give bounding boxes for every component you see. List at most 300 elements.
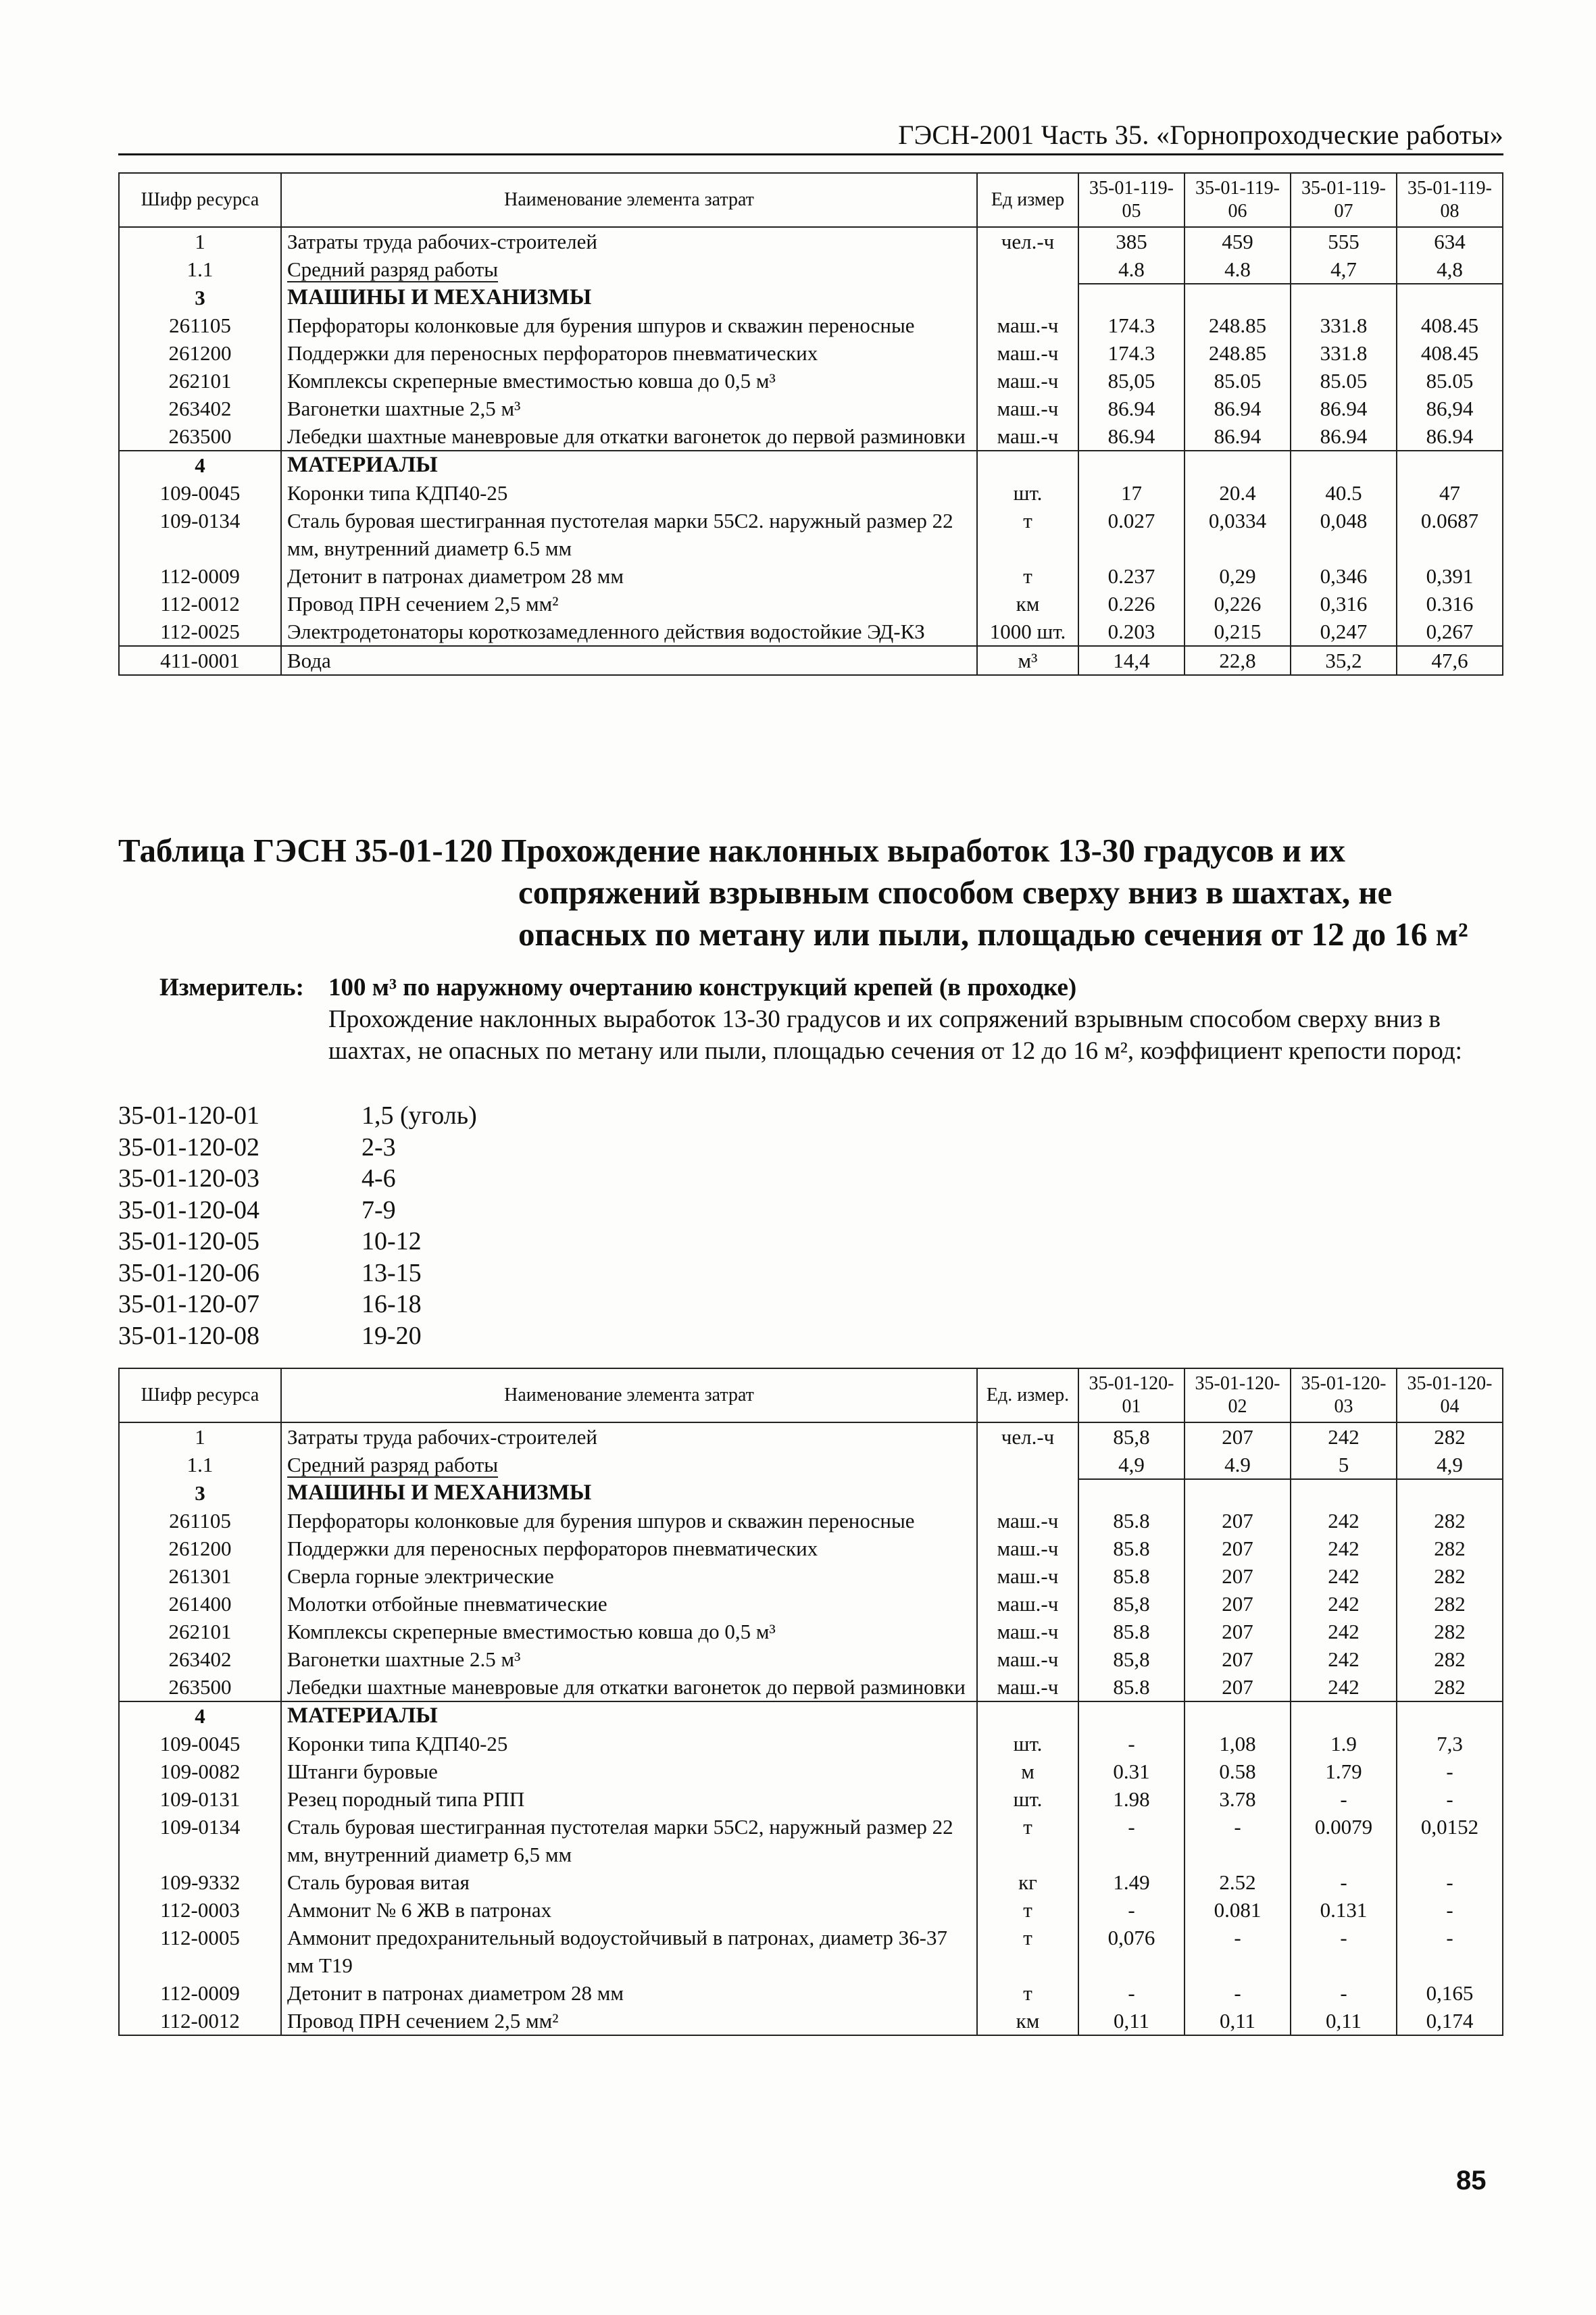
resource-name — [281, 227, 977, 255]
resource-name — [281, 1813, 977, 1868]
table-row — [119, 422, 1503, 451]
resource-name-text: МАШИНЫ И МЕХАНИЗМЫ — [287, 1480, 592, 1505]
resource-code: 4 — [119, 451, 281, 479]
unit-of-measure: км — [977, 2007, 1078, 2035]
norm-value: 5 — [1291, 1451, 1397, 1479]
norm-value — [1184, 284, 1291, 312]
resource-name — [281, 646, 977, 675]
resource-code: 112-0003 — [119, 1896, 281, 1924]
norm-value: 207 — [1184, 1618, 1291, 1645]
variant-code: 35-01-120-01 — [118, 1101, 259, 1130]
norm-value: 40.5 — [1291, 479, 1397, 507]
resource-name — [281, 1535, 977, 1562]
table-row — [119, 1618, 1503, 1645]
unit-of-measure: маш.-ч — [977, 1535, 1078, 1562]
resource-name-text: Средний разряд работы — [287, 257, 499, 281]
table-row — [119, 618, 1503, 646]
norm-value: 3.78 — [1184, 1785, 1291, 1813]
column-header: 35-01-119-06 — [1184, 173, 1291, 227]
norm-value: 242 — [1291, 1618, 1397, 1645]
unit-of-measure: т — [977, 1979, 1078, 2007]
resource-name-text: Сталь буровая шестигранная пустотелая марки 55С2, наружный размер 22 мм, внутренний диаметр 6,5 мм — [287, 1815, 953, 1866]
unit-of-measure: маш.-ч — [977, 367, 1078, 395]
column-header: 35-01-120-03 — [1291, 1368, 1397, 1422]
resource-code: 262101 — [119, 367, 281, 395]
unit-of-measure: 1000 шт. — [977, 618, 1078, 646]
table-row — [119, 367, 1503, 395]
running-header: ГЭСН-2001 Часть 35. «Горнопроходческие работы» — [118, 119, 1503, 155]
variant-code: 35-01-120-08 — [118, 1321, 259, 1350]
resource-name-text: Аммонит предохранительный водоустойчивый в патронах, диаметр 36-37 мм Т19 — [287, 1926, 947, 1977]
unit-of-measure: маш.-ч — [977, 312, 1078, 339]
norm-value: - — [1291, 1924, 1397, 1979]
unit-of-measure — [977, 255, 1078, 284]
resource-code: 261200 — [119, 339, 281, 367]
resource-name-text: Поддержки для переносных перфораторов пневматических — [287, 1537, 818, 1560]
resource-name-text: Перфораторы колонковые для бурения шпуров и скважин переносные — [287, 314, 915, 337]
column-header: Наименование элемента затрат — [281, 173, 977, 227]
unit-of-measure — [977, 284, 1078, 312]
column-header: Ед. измер. — [977, 1368, 1078, 1422]
resource-name — [281, 367, 977, 395]
norm-value: 14,4 — [1078, 646, 1184, 675]
norm-value: 0.0687 — [1397, 507, 1503, 562]
norm-value: 0.0079 — [1291, 1813, 1397, 1868]
variant-value: 2-3 — [361, 1132, 396, 1162]
table-header-row — [119, 173, 1503, 227]
norm-value: 282 — [1397, 1673, 1503, 1701]
variant-code: 35-01-120-05 — [118, 1227, 259, 1255]
norm-value: 2.52 — [1184, 1868, 1291, 1896]
norm-value: 0,0152 — [1397, 1813, 1503, 1868]
resource-name — [281, 1590, 977, 1618]
norm-value: 0,247 — [1291, 618, 1397, 646]
norm-value: 0,346 — [1291, 562, 1397, 590]
table-row — [119, 1785, 1503, 1813]
resource-code: 112-0009 — [119, 562, 281, 590]
resource-code: 263402 — [119, 1645, 281, 1673]
norm-value — [1291, 284, 1397, 312]
norm-value: 1.98 — [1078, 1785, 1184, 1813]
table-row — [119, 507, 1503, 562]
table-row — [119, 1507, 1503, 1535]
resource-name — [281, 422, 977, 451]
resource-code: 109-0131 — [119, 1785, 281, 1813]
table-row — [119, 646, 1503, 675]
resource-code: 261105 — [119, 312, 281, 339]
resource-name-text: Вагонетки шахтные 2,5 м³ — [287, 397, 521, 420]
norm-value: 0.203 — [1078, 618, 1184, 646]
norm-value: 0,11 — [1184, 2007, 1291, 2035]
resource-name-text: Комплексы скреперные вместимостью ковша до 0,5 м³ — [287, 1620, 776, 1643]
norm-value: 0,226 — [1184, 590, 1291, 618]
resource-name-text: МАШИНЫ И МЕХАНИЗМЫ — [287, 285, 592, 309]
norm-value: 0,174 — [1397, 2007, 1503, 2035]
norm-value: 0.131 — [1291, 1896, 1397, 1924]
resource-name — [281, 255, 977, 284]
unit-of-measure — [977, 1479, 1078, 1507]
unit-of-measure: маш.-ч — [977, 422, 1078, 451]
resource-code: 112-0005 — [119, 1924, 281, 1979]
resource-name — [281, 1673, 977, 1701]
norm-value: - — [1397, 1896, 1503, 1924]
table-title-line-2: сопряжений взрывным способом сверху вниз в шахтах, не — [518, 874, 1393, 911]
column-header: 35-01-120-02 — [1184, 1368, 1291, 1422]
norm-value: 282 — [1397, 1618, 1503, 1645]
resource-name-text: Поддержки для переносных перфораторов пневматических — [287, 341, 818, 365]
resource-name-text: Провод ПРН сечением 2,5 мм² — [287, 592, 559, 616]
variant-value: 19-20 — [361, 1321, 422, 1350]
norm-value: 282 — [1397, 1535, 1503, 1562]
table-row — [119, 1673, 1503, 1701]
norm-value: 0.226 — [1078, 590, 1184, 618]
table-row — [119, 255, 1503, 284]
norm-value: 282 — [1397, 1562, 1503, 1590]
norm-value — [1078, 451, 1184, 479]
norm-value: - — [1291, 1785, 1397, 1813]
norm-value: - — [1291, 1979, 1397, 2007]
resource-name — [281, 1562, 977, 1590]
table-title — [118, 830, 1503, 955]
page-number: 85 — [1456, 2166, 1487, 2195]
resource-code: 3 — [119, 1479, 281, 1507]
norm-value: 4,9 — [1078, 1451, 1184, 1479]
measure-description: Прохождение наклонных выработок 13-30 градусов и их сопряжений взрывным способом сверху вниз в шахтах, не опасных по метану или пыли, площадью сечения от 12 до 16 м², коэффициент крепости пород: — [328, 1005, 1462, 1065]
norm-value: 7,3 — [1397, 1730, 1503, 1758]
resource-name-text: Вагонетки шахтные 2.5 м³ — [287, 1647, 521, 1671]
table-row — [119, 1758, 1503, 1785]
unit-of-measure — [977, 1701, 1078, 1730]
norm-value: 0,11 — [1291, 2007, 1397, 2035]
norm-value: 0,391 — [1397, 562, 1503, 590]
norm-value: 634 — [1397, 227, 1503, 255]
unit-of-measure: шт. — [977, 1730, 1078, 1758]
resource-code: 109-0082 — [119, 1758, 281, 1785]
resource-name-text: Резец породный типа РПП — [287, 1787, 525, 1811]
resource-code: 109-9332 — [119, 1868, 281, 1896]
column-header: 35-01-120-01 — [1078, 1368, 1184, 1422]
section-row — [119, 284, 1503, 312]
norm-value: 207 — [1184, 1422, 1291, 1451]
norm-value: - — [1184, 1924, 1291, 1979]
norm-value: 85.8 — [1078, 1535, 1184, 1562]
norm-value: 22,8 — [1184, 646, 1291, 675]
norm-value: 85,05 — [1078, 367, 1184, 395]
resource-name — [281, 312, 977, 339]
resource-code: 411-0001 — [119, 646, 281, 675]
norm-value: 207 — [1184, 1645, 1291, 1673]
resource-name — [281, 1507, 977, 1535]
norm-value: 0.237 — [1078, 562, 1184, 590]
table-row — [119, 227, 1503, 255]
norm-value: 85,8 — [1078, 1590, 1184, 1618]
variant-code: 35-01-120-02 — [118, 1132, 259, 1162]
resource-name-text: Электродетонаторы короткозамедленного действия водостойкие ЭД-КЗ — [287, 620, 925, 643]
table-row — [119, 590, 1503, 618]
resource-name-text: Сверла горные электрические — [287, 1564, 554, 1588]
unit-of-measure: маш.-ч — [977, 1590, 1078, 1618]
resource-code: 4 — [119, 1701, 281, 1730]
norm-value: 0,316 — [1291, 590, 1397, 618]
norm-value: 242 — [1291, 1645, 1397, 1673]
norm-value: 4,7 — [1291, 255, 1397, 284]
resource-code: 112-0025 — [119, 618, 281, 646]
norm-value — [1291, 451, 1397, 479]
variant-code: 35-01-120-06 — [118, 1258, 259, 1287]
norm-value: 1.49 — [1078, 1868, 1184, 1896]
norm-value: 85.8 — [1078, 1618, 1184, 1645]
norm-value — [1078, 1701, 1184, 1730]
table-row — [119, 1422, 1503, 1451]
norm-value: 331.8 — [1291, 339, 1397, 367]
norm-value: 408.45 — [1397, 312, 1503, 339]
resource-name-text: Аммонит № 6 ЖВ в патронах — [287, 1898, 552, 1922]
norm-value: 86.94 — [1184, 422, 1291, 451]
table-row — [119, 1896, 1503, 1924]
resource-name — [281, 1896, 977, 1924]
norm-value — [1078, 284, 1184, 312]
variant-value: 4-6 — [361, 1164, 396, 1193]
unit-of-measure: маш.-ч — [977, 1645, 1078, 1673]
norm-value: 242 — [1291, 1590, 1397, 1618]
norm-value — [1184, 451, 1291, 479]
column-header: Ед измер — [977, 173, 1078, 227]
resource-code: 1 — [119, 227, 281, 255]
table-row — [119, 1645, 1503, 1673]
table-title-line-1: Таблица ГЭСН 35-01-120 Прохождение наклонных выработок 13-30 градусов и их — [118, 832, 1345, 869]
resource-name-text: МАТЕРИАЛЫ — [287, 453, 438, 477]
norm-value: 0,29 — [1184, 562, 1291, 590]
norm-value: 242 — [1291, 1507, 1397, 1535]
variant-code: 35-01-120-07 — [118, 1290, 259, 1318]
variant-item — [118, 1226, 477, 1258]
resource-code: 109-0045 — [119, 1730, 281, 1758]
unit-of-measure: м — [977, 1758, 1078, 1785]
measure-value: 100 м³ по наружному очертанию конструкций крепей (в проходке) — [328, 974, 1077, 1001]
table-row — [119, 1813, 1503, 1868]
resource-name — [281, 339, 977, 367]
table-row — [119, 395, 1503, 422]
norm-value: 1.9 — [1291, 1730, 1397, 1758]
norm-value: 459 — [1184, 227, 1291, 255]
norm-value: - — [1291, 1868, 1397, 1896]
variant-value: 7-9 — [361, 1195, 396, 1224]
norm-value: 1.79 — [1291, 1758, 1397, 1785]
column-header: 35-01-119-08 — [1397, 173, 1503, 227]
norm-value: - — [1397, 1785, 1503, 1813]
variant-code: 35-01-120-04 — [118, 1195, 259, 1224]
table-row — [119, 312, 1503, 339]
norm-value: 0,11 — [1078, 2007, 1184, 2035]
resource-code: 261105 — [119, 1507, 281, 1535]
resource-name-text: Детонит в патронах диаметром 28 мм — [287, 1981, 624, 2005]
resource-name-text: Коронки типа КДП40-25 — [287, 1732, 508, 1756]
resource-name — [281, 1924, 977, 1979]
norm-value — [1184, 1479, 1291, 1507]
resource-name — [281, 1701, 977, 1730]
resource-code: 261400 — [119, 1590, 281, 1618]
resource-table-120 — [118, 1368, 1503, 2036]
norm-value: 47 — [1397, 479, 1503, 507]
table-row — [119, 1562, 1503, 1590]
resource-code: 1.1 — [119, 255, 281, 284]
variant-value: 16-18 — [361, 1290, 422, 1318]
table-row — [119, 339, 1503, 367]
resource-name-text: Затраты труда рабочих-строителей — [287, 1425, 597, 1449]
norm-value: 85.05 — [1184, 367, 1291, 395]
norm-value — [1078, 1479, 1184, 1507]
variant-value: 13-15 — [361, 1258, 422, 1287]
norm-value: 17 — [1078, 479, 1184, 507]
resource-name — [281, 451, 977, 479]
unit-of-measure: маш.-ч — [977, 1618, 1078, 1645]
norm-value: 85.05 — [1397, 367, 1503, 395]
norm-value — [1397, 284, 1503, 312]
unit-of-measure: т — [977, 507, 1078, 562]
norm-value: 0.027 — [1078, 507, 1184, 562]
norm-value: 85.8 — [1078, 1562, 1184, 1590]
norm-value: 282 — [1397, 1507, 1503, 1535]
resource-name — [281, 1618, 977, 1645]
unit-of-measure: шт. — [977, 479, 1078, 507]
resource-name-text: Комплексы скреперные вместимостью ковша до 0,5 м³ — [287, 369, 776, 393]
table-row — [119, 2007, 1503, 2035]
norm-value: - — [1397, 1758, 1503, 1785]
norm-value: - — [1078, 1896, 1184, 1924]
norm-value — [1397, 451, 1503, 479]
section-row — [119, 1701, 1503, 1730]
variant-item — [118, 1163, 477, 1195]
resource-code: 263500 — [119, 422, 281, 451]
resource-name — [281, 1979, 977, 2007]
norm-value: - — [1184, 1979, 1291, 2007]
variant-item — [118, 1195, 477, 1226]
norm-value: 174.3 — [1078, 312, 1184, 339]
norm-value: - — [1184, 1813, 1291, 1868]
norm-value: 85.05 — [1291, 367, 1397, 395]
table-row — [119, 1535, 1503, 1562]
norm-value: 86.94 — [1078, 422, 1184, 451]
norm-value: 86.94 — [1184, 395, 1291, 422]
column-header: Шифр ресурса — [119, 1368, 281, 1422]
table-row — [119, 562, 1503, 590]
resource-name — [281, 395, 977, 422]
resource-code: 112-0009 — [119, 1979, 281, 2007]
resource-name-text: Сталь буровая витая — [287, 1870, 470, 1894]
resource-code: 112-0012 — [119, 590, 281, 618]
norm-value: 385 — [1078, 227, 1184, 255]
norm-value: - — [1078, 1979, 1184, 2007]
unit-of-measure: км — [977, 590, 1078, 618]
resource-code: 112-0012 — [119, 2007, 281, 2035]
norm-value: 242 — [1291, 1422, 1397, 1451]
table-row — [119, 1590, 1503, 1618]
resource-name — [281, 1422, 977, 1451]
norm-value: 86.94 — [1291, 422, 1397, 451]
variant-item — [118, 1100, 477, 1132]
norm-value — [1291, 1701, 1397, 1730]
norm-value: 4.8 — [1078, 255, 1184, 284]
variant-list — [118, 1100, 477, 1351]
resource-name-text: Молотки отбойные пневматические — [287, 1592, 607, 1616]
section-row — [119, 451, 1503, 479]
norm-value: 0,076 — [1078, 1924, 1184, 1979]
norm-value: 85,8 — [1078, 1645, 1184, 1673]
norm-value: 0,215 — [1184, 618, 1291, 646]
norm-value: 0.081 — [1184, 1896, 1291, 1924]
norm-value: 85,8 — [1078, 1422, 1184, 1451]
norm-value: 207 — [1184, 1562, 1291, 1590]
column-header: 35-01-119-07 — [1291, 173, 1397, 227]
resource-name-text: Лебедки шахтные маневровые для откатки вагонеток до первой разминовки — [287, 1675, 966, 1699]
unit-of-measure: чел.-ч — [977, 227, 1078, 255]
norm-value: 408.45 — [1397, 339, 1503, 367]
norm-value: 35,2 — [1291, 646, 1397, 675]
variant-value: 10-12 — [361, 1227, 422, 1255]
norm-value — [1184, 1701, 1291, 1730]
norm-value: 0.58 — [1184, 1758, 1291, 1785]
norm-value: 207 — [1184, 1590, 1291, 1618]
norm-value: 207 — [1184, 1507, 1291, 1535]
norm-value: 174.3 — [1078, 339, 1184, 367]
variant-item — [118, 1289, 477, 1320]
norm-value: 282 — [1397, 1422, 1503, 1451]
resource-code: 109-0134 — [119, 507, 281, 562]
resource-code: 1.1 — [119, 1451, 281, 1479]
resource-name — [281, 1785, 977, 1813]
norm-value: 207 — [1184, 1535, 1291, 1562]
norm-value: 207 — [1184, 1673, 1291, 1701]
section-row — [119, 1479, 1503, 1507]
norm-value: 248.85 — [1184, 312, 1291, 339]
unit-of-measure: т — [977, 1813, 1078, 1868]
table-row — [119, 1924, 1503, 1979]
unit-of-measure: т — [977, 1896, 1078, 1924]
norm-value: 4,9 — [1397, 1451, 1503, 1479]
norm-value: 4,8 — [1397, 255, 1503, 284]
norm-value — [1397, 1701, 1503, 1730]
resource-name-text: Вода — [287, 649, 331, 672]
table-header-row — [119, 1368, 1503, 1422]
norm-value: 331.8 — [1291, 312, 1397, 339]
resource-name — [281, 1868, 977, 1896]
resource-code: 3 — [119, 284, 281, 312]
norm-value: 47,6 — [1397, 646, 1503, 675]
resource-name — [281, 1451, 977, 1479]
variant-item — [118, 1320, 477, 1352]
unit-of-measure: кг — [977, 1868, 1078, 1896]
unit-of-measure — [977, 451, 1078, 479]
norm-value: 85.8 — [1078, 1507, 1184, 1535]
norm-value: - — [1397, 1868, 1503, 1896]
unit-of-measure: маш.-ч — [977, 1562, 1078, 1590]
norm-value: - — [1078, 1730, 1184, 1758]
unit-of-measure: м³ — [977, 646, 1078, 675]
norm-value: 20.4 — [1184, 479, 1291, 507]
measure-block — [159, 972, 1504, 1067]
resource-name-text: Детонит в патронах диаметром 28 мм — [287, 564, 624, 588]
norm-value: 555 — [1291, 227, 1397, 255]
norm-value — [1291, 1479, 1397, 1507]
norm-value: 85.8 — [1078, 1673, 1184, 1701]
column-header: 35-01-120-04 — [1397, 1368, 1503, 1422]
resource-name — [281, 2007, 977, 2035]
resource-name — [281, 1479, 977, 1507]
resource-name — [281, 479, 977, 507]
resource-code: 263500 — [119, 1673, 281, 1701]
norm-value: 0,048 — [1291, 507, 1397, 562]
unit-of-measure: т — [977, 562, 1078, 590]
